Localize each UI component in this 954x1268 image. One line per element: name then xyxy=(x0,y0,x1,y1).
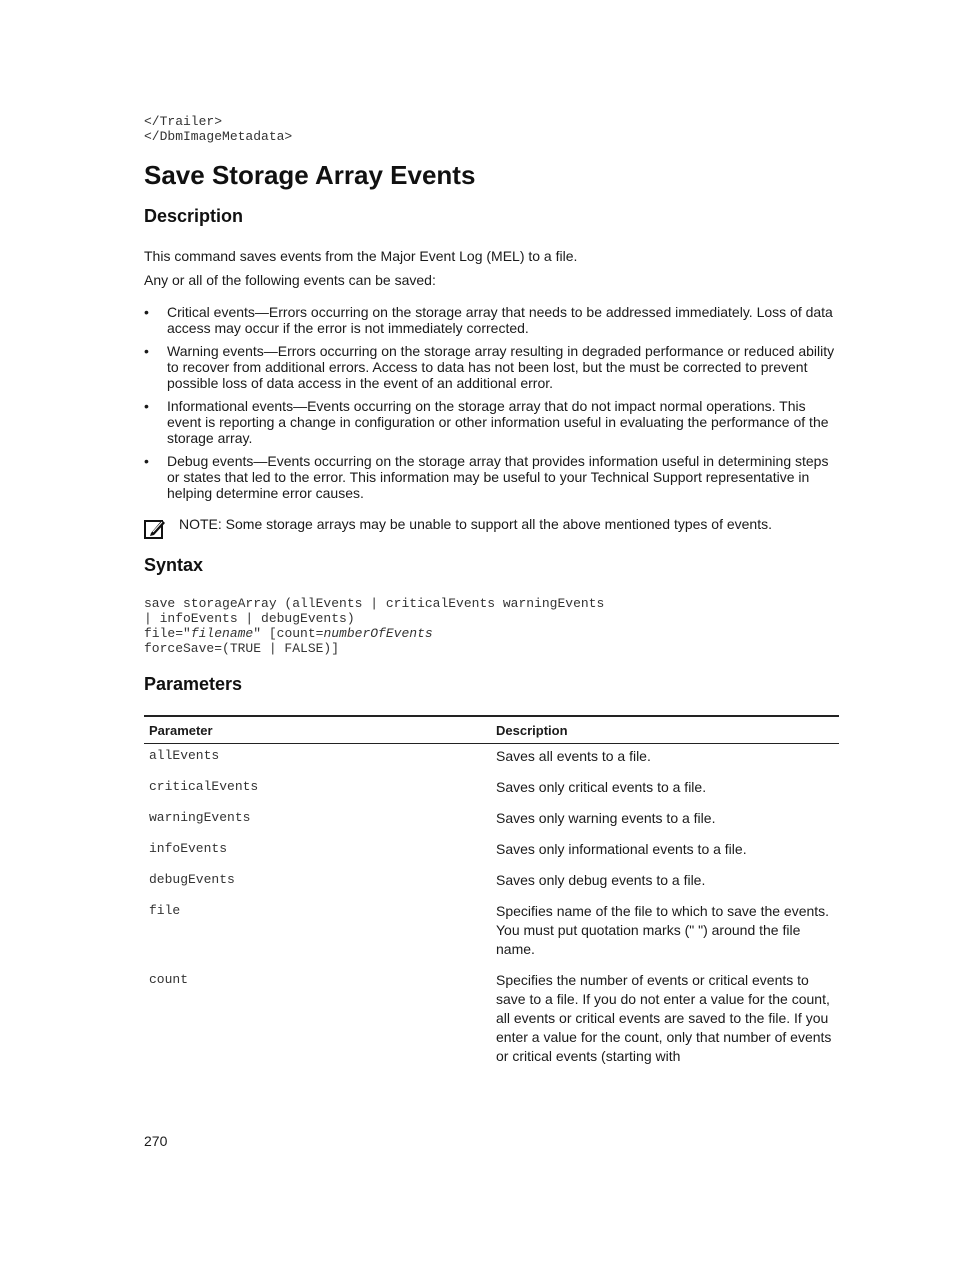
syntax-placeholder-count: numberOfEvents xyxy=(323,626,433,641)
table-row xyxy=(144,806,839,837)
list-item xyxy=(144,343,839,391)
table-header-row xyxy=(144,716,839,744)
parameters-heading: Parameters xyxy=(144,674,243,694)
syntax-line xyxy=(144,626,433,641)
parameter-name: infoEvents xyxy=(149,841,228,856)
bullet-icon: • xyxy=(144,304,149,320)
page-title: Save Storage Array Events xyxy=(144,160,476,190)
list-item-text: Debug events—Events occurring on the storage array that provides information useful in determining steps or states that led to the error. This information may be useful to your Technical Support representative in helping determine error causes. xyxy=(167,453,829,501)
parameter-description: Saves only critical events to a file. xyxy=(496,779,707,795)
list-item xyxy=(144,398,839,446)
table-row xyxy=(144,968,839,1075)
parameter-description: Saves only warning events to a file. xyxy=(496,810,716,826)
list-item xyxy=(144,304,839,336)
parameter-description: Saves only debug events to a file. xyxy=(496,872,706,888)
parameter-name: warningEvents xyxy=(149,810,251,825)
table-row xyxy=(144,744,839,776)
table-row xyxy=(144,775,839,806)
code-snippet-trailer: </Trailer> </DbmImageMetadata> xyxy=(144,114,293,144)
list-item xyxy=(144,453,839,501)
event-types-list xyxy=(144,304,839,508)
parameter-name: count xyxy=(149,972,189,987)
parameter-description: Saves only informational events to a file. xyxy=(496,841,747,857)
syntax-placeholder-filename: filename xyxy=(190,626,254,641)
parameter-name: file xyxy=(149,903,181,918)
list-item-text: Informational events—Events occurring on the storage array that do not impact normal operations. This event is reporting a change in configuration or other information useful in evaluating the performance of the storage array. xyxy=(167,398,829,446)
parameter-name: criticalEvents xyxy=(149,779,259,794)
column-header-parameter: Parameter xyxy=(144,716,491,744)
bullet-icon: • xyxy=(144,398,149,414)
bullet-icon: • xyxy=(144,453,149,469)
note-body: Some storage arrays may be unable to support all the above mentioned types of events. xyxy=(221,516,772,532)
column-header-description: Description xyxy=(491,716,839,744)
table-row xyxy=(144,837,839,868)
note-label: NOTE: xyxy=(179,516,222,532)
parameter-description: Saves all events to a file. xyxy=(496,748,651,764)
description-heading: Description xyxy=(144,206,244,226)
table-row xyxy=(144,899,839,968)
syntax-line: | infoEvents | debugEvents) xyxy=(144,611,355,626)
parameter-description: Specifies name of the file to which to save the events. You must put quotation marks (" ") around the file name. xyxy=(496,903,830,957)
description-paragraph-1: This command saves events from the Major Event Log (MEL) to a file. xyxy=(144,248,578,264)
syntax-fragment: file=" xyxy=(144,626,191,641)
syntax-fragment: " [count= xyxy=(253,626,324,641)
page-number: 270 xyxy=(144,1133,168,1149)
syntax-heading: Syntax xyxy=(144,555,204,575)
note-text xyxy=(179,516,772,532)
syntax-line: forceSave=(TRUE | FALSE)] xyxy=(144,641,340,656)
list-item-text: Critical events—Errors occurring on the storage array that needs to be addressed immediately. Loss of data access may occur if the error is not immediately corrected. xyxy=(167,304,833,336)
pencil-note-icon xyxy=(144,517,166,539)
syntax-code-block xyxy=(144,596,604,656)
syntax-line: save storageArray (allEvents | criticalEvents warningEvents xyxy=(144,596,605,611)
bullet-icon: • xyxy=(144,343,149,359)
description-paragraph-2: Any or all of the following events can be saved: xyxy=(144,272,436,288)
parameter-name: debugEvents xyxy=(149,872,235,887)
parameter-description: Specifies the number of events or critical events to save to a file. If you do not enter a value for the count, all events or critical events are saved to the file. If you enter a value for the count, only that number of events or critical events (starting with xyxy=(496,972,832,1064)
parameters-table xyxy=(144,715,839,1075)
list-item-text: Warning events—Errors occurring on the storage array resulting in degraded performance or reduced ability to recover from additional errors. Access to data has not been lost, but the must be corrected to prevent possible loss of data access in the event of an additional error. xyxy=(167,343,835,391)
parameter-name: allEvents xyxy=(149,748,220,763)
table-row xyxy=(144,868,839,899)
